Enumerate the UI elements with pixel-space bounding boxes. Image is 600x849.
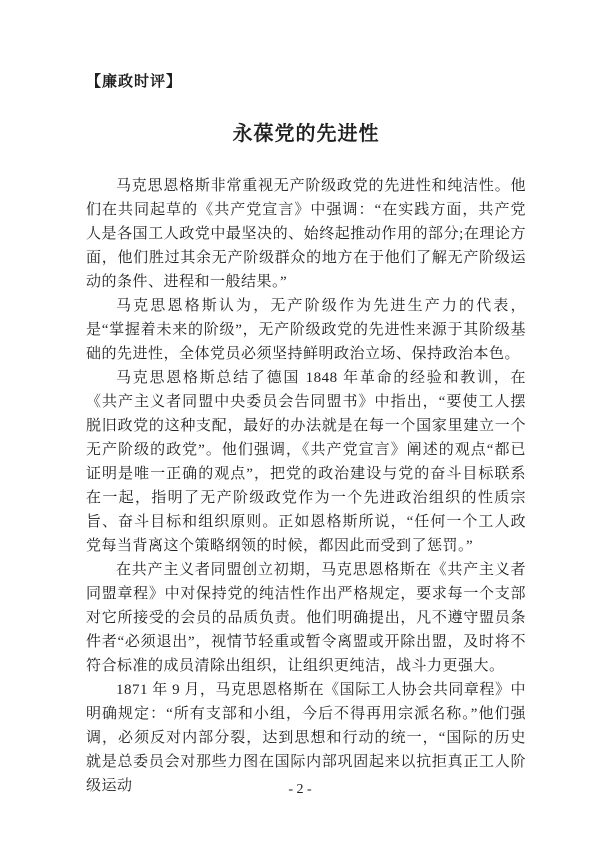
page-number: - 2 - <box>288 782 312 797</box>
paragraph: 马克思恩格斯认为，无产阶级作为先进生产力的代表，是“掌握着未来的阶级”，无产阶级政党的先进性来源于其阶级基础的先进性，全体党员必须坚持鲜明政治立场、保持政治本色。 <box>86 298 526 362</box>
paragraph: 1871 年 9 月，马克思恩格斯在《国际工人协会共同章程》中明确规定：“所有支部和小组，今后不得再用宗派名称。”他们强调，必须反对内部分裂，达到思想和行动的统一，“国际的历史就是总委员会对那些力图在国际内部巩固起来以抗拒真正工人阶级运动 <box>86 682 526 794</box>
paragraph: 马克思恩格斯非常重视无产阶级政党的先进性和纯洁性。他们在共同起草的《共产党宣言》中强调：“在实践方面，共产党人是各国工人政党中最坚决的、始终起推动作用的部分;在理论方面，他们胜过其余无产阶级群众的地方在于他们了解无产阶级运动的条件、进程和一般结果。” <box>86 178 526 290</box>
page-title: 永葆党的先进性 <box>232 123 380 145</box>
paragraph: 马克思恩格斯总结了德国 1848 年革命的经验和教训，在《共产主义者同盟中央委员会告同盟书》中指出，“要使工人摆脱旧政党的这种支配，最好的办法就是在每一个国家里建立一个无产阶级的政党”。他们强调，《共产党宣言》阐述的观点“都已证明是唯一正确的观点”，把党的政治建设与党的奋斗目标联系在一起，指明了无产阶级政党作为一个先进政治组织的性质宗旨、奋斗目标和组织原则。正如恩格斯所说，“任何一个工人政党每当背离这个策略纲领的时候，都因此而受到了惩罚。” <box>86 370 526 554</box>
paragraph: 在共产主义者同盟创立初期，马克思恩格斯在《共产主义者同盟章程》中对保持党的纯洁性作出严格规定，要求每一个支部对它所接受的会员的品质负责。他们明确提出，凡不遵守盟员条件者“必须退出”，视情节轻重或暂令离盟或开除出盟，及时将不符合标准的成员清除出组织，让组织更纯洁，战斗力更强大。 <box>86 562 526 674</box>
document-body <box>86 174 526 798</box>
section-label: 【廉政时评】 <box>86 74 183 90</box>
